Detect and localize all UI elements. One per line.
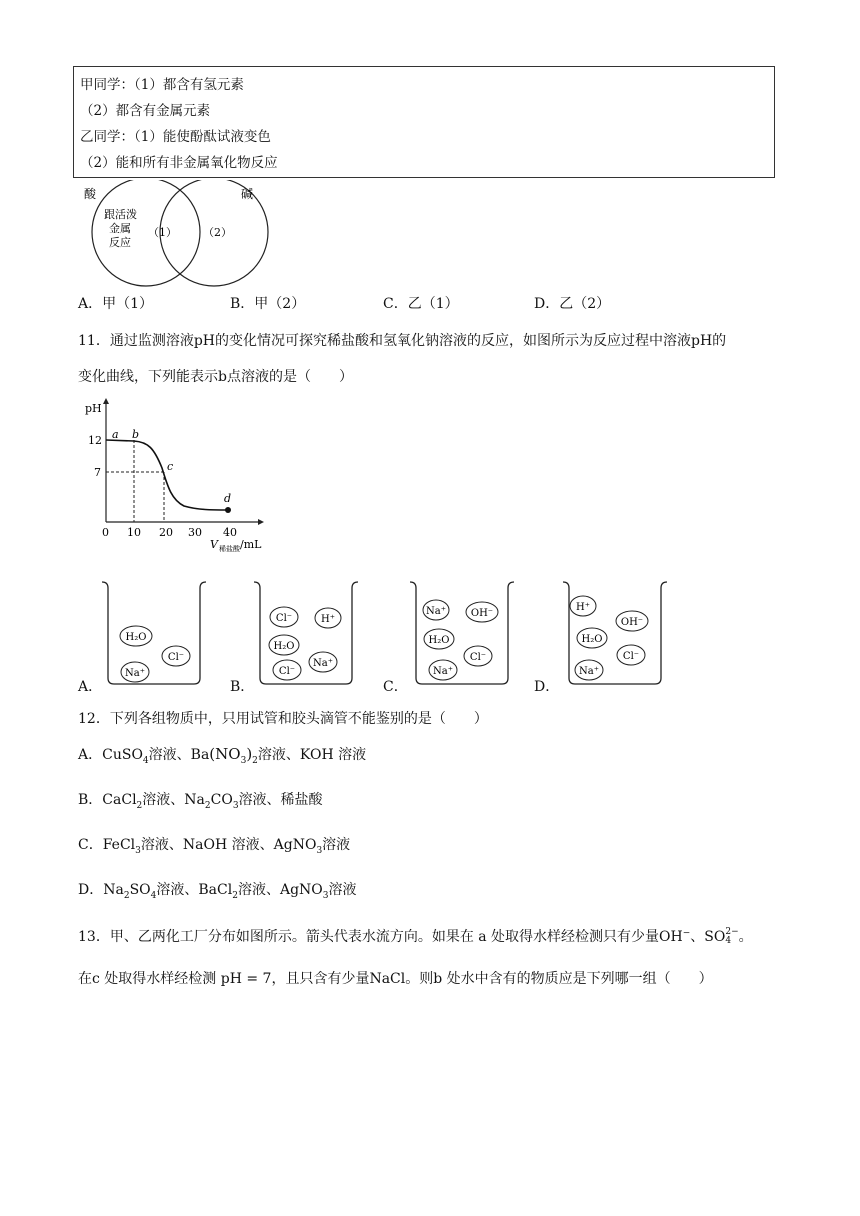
y-axis-label: pH [85, 402, 102, 415]
beaker-option-a-label: A． [78, 679, 103, 695]
q12-option-d: D．$Na_2SO_4$溶液、BaCl$_2$溶液、AgNO$_3$溶液 [78, 882, 357, 901]
point-label: b [132, 428, 140, 441]
y-tick-7: 7 [94, 466, 101, 479]
ion: Cl⁻ [275, 613, 293, 624]
ion: OH⁻ [620, 617, 644, 628]
beaker-option-d-label: D． [534, 679, 560, 695]
ion: Na⁺ [125, 668, 145, 679]
ion: Cl⁻ [278, 666, 296, 677]
ion: H₂O [581, 634, 603, 645]
q12-option-c: C．FeCl$_3$溶液、NaOH 溶液、AgNO$_3$溶液 [78, 837, 351, 856]
question-12-stem: 12．下列各组物质中，只用试管和胶头滴管不能鉴别的是（ ） [78, 711, 488, 727]
ion: Na⁺ [313, 658, 333, 669]
ion: H₂O [428, 635, 450, 646]
x-tick: 0 [102, 526, 109, 539]
statement-line: 乙同学：（1）能使酚酞试液变色 [80, 129, 271, 145]
question-13-line2: 在c 处取得水样经检测 pH = 7，且只含有少量NaCl。则b 处水中含有的物质应是下列哪一组（ ） [78, 971, 713, 987]
question-11-line1: 11．通过监测溶液pH的变化情况可探究稀盐酸和氢氧化钠溶液的反应，如图所示为反应过程中溶液pH的 [78, 333, 727, 349]
statement-line: （2）能和所有非金属氧化物反应 [80, 155, 278, 171]
x-axis-label-sub: 稀盐酸 [219, 545, 240, 553]
venn-left-text: 跟活泼 [104, 208, 137, 221]
question-13-line1: 13．甲、乙两化工厂分布如图所示。箭头代表水流方向。如果在 a 处取得水样经检测只有少量OH−、SO 2− 4 。 [78, 927, 753, 946]
ion: Cl⁻ [167, 652, 185, 663]
option-d: D．乙（2） [534, 296, 611, 312]
ion: OH⁻ [470, 608, 494, 619]
ion: Cl⁻ [469, 652, 487, 663]
ph-curve-chart [82, 396, 282, 556]
ion: Cl⁻ [622, 651, 640, 662]
x-tick: 40 [223, 526, 237, 539]
ph-curve [106, 440, 228, 510]
venn-left-text: 金属 [109, 222, 131, 235]
beaker-a [98, 578, 210, 690]
venn-diagram [78, 180, 278, 290]
statement-line: （2）都含有金属元素 [80, 103, 211, 119]
beaker-option-b-label: B． [230, 679, 255, 695]
question-11-line2: 变化曲线，下列能表示b点溶液的是（ ） [78, 369, 353, 385]
point-label: a [112, 428, 119, 441]
ion: Na⁺ [579, 666, 599, 677]
option-b: B．甲（2） [230, 296, 306, 312]
ion: Na⁺ [433, 666, 453, 677]
x-tick: 10 [127, 526, 141, 539]
y-tick-12: 12 [88, 434, 102, 447]
q12-option-a: A．CuSO$_4$溶液、$Ba(NO_3)_2$溶液、KOH 溶液 [78, 745, 367, 766]
venn-left-text: 反应 [109, 236, 131, 249]
point-label: c [167, 460, 174, 473]
beaker-d [559, 578, 671, 690]
ion: H⁺ [321, 614, 335, 625]
statement-line: 甲同学：（1）都含有氢元素 [80, 77, 244, 93]
venn-label-right: 碱 [241, 187, 254, 201]
beaker-c [406, 578, 518, 690]
point-label: d [224, 492, 232, 505]
beaker-option-c-label: C． [383, 679, 408, 695]
option-c: C．乙（1） [383, 296, 459, 312]
x-axis-label-unit: /mL [240, 538, 262, 551]
x-tick: 30 [188, 526, 202, 539]
point-d-marker [225, 507, 231, 513]
ion: H₂O [125, 632, 147, 643]
ion: Na⁺ [426, 606, 446, 617]
x-axis-label: V [210, 538, 218, 551]
x-tick: 20 [159, 526, 173, 539]
venn-right-text: （2） [203, 226, 232, 239]
venn-label-left: 酸 [84, 187, 97, 201]
ion: H₂O [273, 641, 295, 652]
beaker-b [250, 578, 362, 690]
q12-option-b: B．CaCl$_2$溶液、$Na_2CO_3$溶液、稀盐酸 [78, 792, 323, 811]
statement-box [73, 66, 775, 178]
ion: H⁺ [576, 602, 590, 613]
option-a: A．甲（1） [78, 296, 154, 312]
venn-mid-text: （1） [148, 226, 177, 239]
